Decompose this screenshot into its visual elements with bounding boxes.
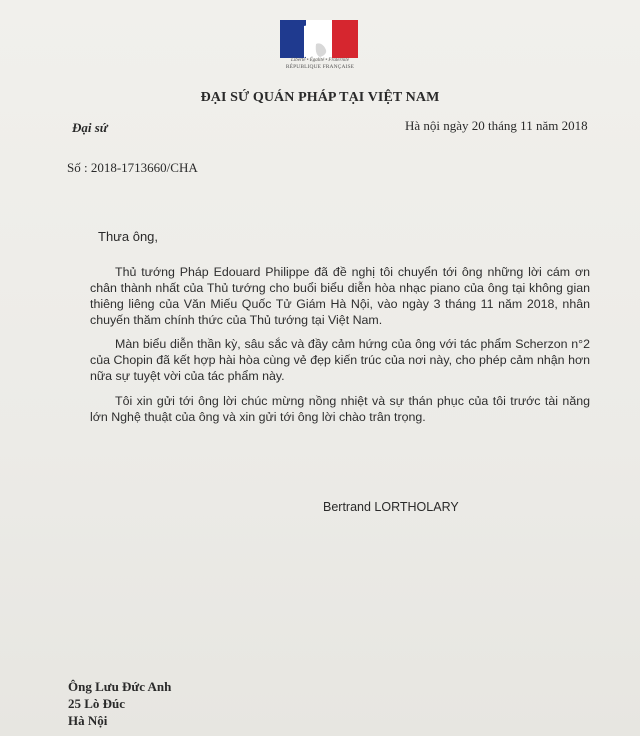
signature-name: Bertrand LORTHOLARY [323,500,459,514]
letter-date: Hà nội ngày 20 tháng 11 năm 2018 [405,118,588,133]
sender-role: Đại sứ [72,120,108,135]
logo-motto: Liberté • Égalité • Fraternité [291,58,349,63]
recipient-street: 25 Lò Đúc [68,696,126,711]
body-paragraph-1: Thủ tướng Pháp Edouard Philippe đã đề nghị tôi chuyển tới ông những lời cám ơn chân thành nhất của Thủ tướng cho buổi biểu diễn hòa nhạc piano của ông tại không gian thiêng liêng của Văn Miếu Quốc Tử Giám Hà Nội, vào ngày 3 tháng 11 năm 2018, nhân chuyến thăm chính thức của Thủ tướng tại Việt Nam. [90,265,590,327]
embassy-title: ĐẠI SỨ QUÁN PHÁP TẠI VIỆT NAM [200,90,440,105]
body-paragraph-2: Màn biểu diễn thần kỳ, sâu sắc và đầy cảm hứng của ông với tác phẩm Scherzon n°2 của Chopin đã kết hợp hài hòa cùng vẻ đẹp kiến trúc của nơi này, cho phép cảm nhận hơn nữa sự tuyệt vời của tác phẩm này. [90,337,590,383]
recipient-city: Hà Nội [68,713,108,728]
body-paragraph-3: Tôi xin gửi tới ông lời chúc mừng nồng nhiệt và sự thán phục của tôi trước tài năng lớn Nghệ thuật của ông và xin gửi tới ông lời chào trân trọng. [90,394,590,424]
salutation: Thưa ông, [98,229,159,244]
reference-number: Số : 2018-1713660/CHA [67,160,198,175]
recipient-name: Ông Lưu Đức Anh [68,679,172,694]
logo-republic-text: RÉPUBLIQUE FRANÇAISE [285,64,355,70]
recipient-address [68,678,171,729]
